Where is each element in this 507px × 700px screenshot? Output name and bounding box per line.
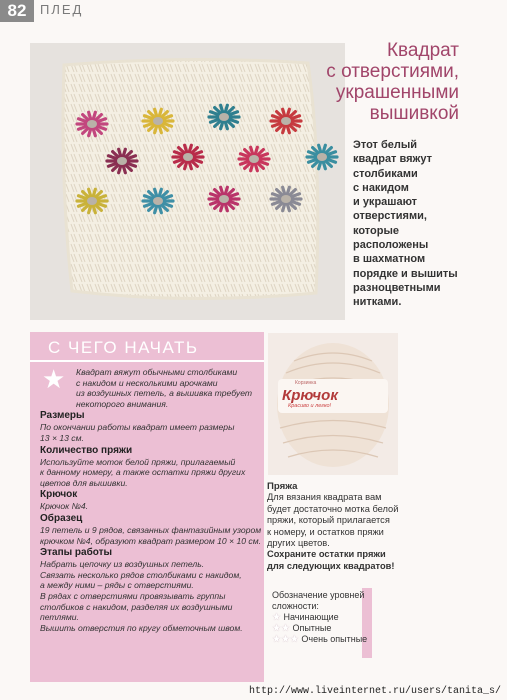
steps-line: В рядах с отверстиями провязывать группы [40,590,226,601]
gauge-line: 19 петель и 9 рядов, связанных фантазийным узором [40,524,262,535]
difficulty-legend [272,590,372,645]
intro-line: отверстиями, [353,210,427,223]
yarn-amount-line: цветов для вышивки. [40,477,128,488]
brand-logo: Крючок [282,387,338,404]
difficulty-label: Начинающие [283,612,339,622]
difficulty-heading: Обозначение уровней [272,590,365,600]
intro-line: нитками. [353,296,402,309]
title-line: Квадрат [386,40,459,61]
start-heading: С ЧЕГО НАЧАТЬ [48,338,199,357]
hook-heading: Крючок [40,489,78,501]
steps-heading: Этапы работы [40,547,113,559]
title-line: вышивкой [369,103,459,124]
yarn-line: Для вязания квадрата вам [267,492,382,503]
brand-small-text: Корзинка [295,380,317,386]
section-name: ПЛЕД [40,2,84,17]
gauge-heading: Образец [40,512,83,524]
difficulty-level [272,612,372,623]
yarn-note-line: Сохраните остатки пряжи [267,549,386,560]
start-body [40,364,262,633]
intro-line: расположены [353,239,429,252]
crochet-square-photo [30,43,345,320]
crochet-square-image [30,43,345,320]
start-panel [30,332,264,682]
gauge-line: крючком №4, образуют квадрат размером 10 × 10 см. [40,535,261,546]
start-intro-line: из воздушных петель, а вышивка требует [76,388,253,399]
star-icon: ★ [42,364,66,394]
sizes-heading: Размеры [40,410,85,422]
steps-line: столбиков с накидом, разделяя их воздушными [40,601,233,612]
sizes-line: 13 × 13 см. [40,432,84,443]
difficulty-level [272,623,372,634]
source-url: http://www.liveinternet.ru/users/tanita_s/ [248,686,501,697]
page-number: 82 [0,0,34,22]
yarn-note-line: для следующих квадратов! [267,560,395,571]
intro-line: с накидом [353,181,409,194]
intro-line: разноцветными [353,281,441,294]
star-icon: ★ [272,612,281,623]
yarn-line: к номеру, и остатков пряжи [267,526,384,537]
difficulty-level [272,634,372,645]
intro-line: и украшают [353,196,418,209]
sizes-line: По окончании работы квадрат имеет размеры [40,422,235,433]
difficulty-heading: сложности: [272,601,319,611]
yarn-text [267,481,407,572]
brand-tagline: Красиво и легко! [288,403,332,409]
steps-line: Вышить отверстия по кругу обметочным швом. [40,622,243,633]
title-line: с отверстиями, [326,61,459,82]
title-line: украшенными [335,82,459,103]
yarn-label [280,380,344,410]
steps-line: а между ними – ряды с отверстиями. [40,580,194,591]
yarn-amount-line: к данному номеру, а также остатки пряжи других [40,467,246,478]
yarn-heading: Пряжа [267,481,298,492]
steps-line: петлями. [40,612,79,623]
intro-line: квадрат вяжут [353,153,432,166]
start-intro-line: некоторого внимания. [76,398,169,409]
yarn-amount-heading: Количество пряжи [40,444,133,456]
hook-line: Крючок №4. [40,501,89,512]
difficulty-label: Опытные [292,623,332,633]
intro-line: которые [353,224,399,237]
yarn-amount-line: Используйте моток белой пряжи, прилагаемый [40,456,236,467]
intro-line: в шахматном [353,253,426,266]
intro-line: Этот белый [353,139,418,151]
yarn-line: будет достаточно мотка белой [267,503,399,514]
start-divider [30,360,264,362]
start-intro-line: Квадрат вяжут обычными столбиками [76,367,238,377]
intro-line: порядке и вышиты [353,267,458,280]
article-title [299,40,459,124]
intro-line: столбиками [353,167,418,180]
difficulty-label: Очень опытные [301,634,368,644]
yarn-line: других цветов. [267,538,330,549]
start-intro-line: с накидом и несколькими арочками [76,377,218,388]
steps-line: Связать несколько рядов столбиками с накидом, [40,569,242,580]
star-icon: ★★★ [272,634,299,645]
star-icon: ★★ [272,623,290,634]
intro-text [353,138,488,310]
steps-line: Набрать цепочку из воздушных петель. [40,559,205,570]
yarn-line: пряжи, который прилагается [267,515,390,526]
